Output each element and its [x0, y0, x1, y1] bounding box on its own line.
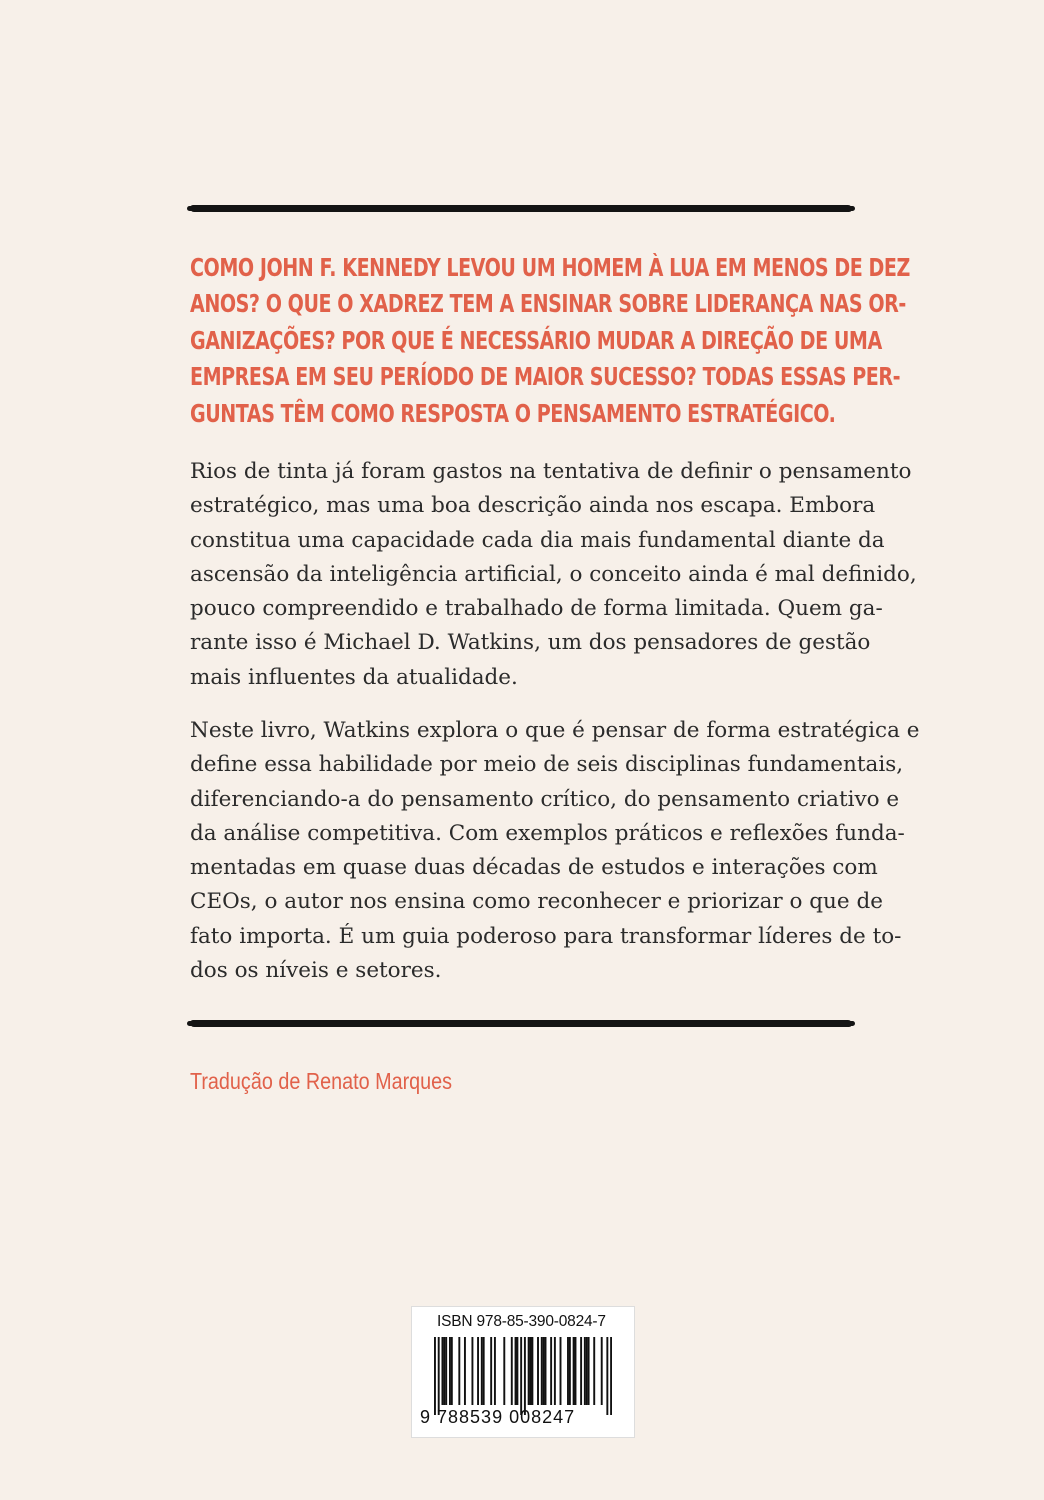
paragraph-line: rante isso é Michael D. Watkins, um dos pensadores de gestão: [190, 630, 871, 656]
barcode-bar: [537, 1337, 539, 1405]
headline-line: COMO JOHN F. KENNEDY LEVOU UM HOMEM À LUA EM MENOS DE DEZ: [190, 253, 910, 282]
isbn-label: ISBN 978-85-390-0824-7: [437, 1313, 606, 1330]
top-divider-rule: [190, 205, 852, 212]
isbn-digits: 9 788539 008247: [420, 1407, 576, 1427]
barcode-bar: [445, 1337, 447, 1405]
headline-line: EMPRESA EM SEU PERÍODO DE MAIOR SUCESSO? TODAS ESSAS PER-: [190, 362, 901, 392]
barcode-bar: [464, 1337, 466, 1405]
barcode-bar: [520, 1337, 522, 1415]
barcode-bar: [516, 1337, 518, 1405]
paragraph-line: constitua uma capacidade cada dia mais fundamental diante da: [190, 527, 885, 553]
barcode-bar: [601, 1337, 603, 1405]
barcode-bar: [494, 1337, 496, 1405]
barcode-bar: [567, 1337, 569, 1405]
barcode-bar: [503, 1337, 505, 1405]
paragraph-line: mentadas em quase duas décadas de estudos e interações com: [190, 855, 878, 881]
barcode-bar: [511, 1337, 513, 1405]
paragraph-line: define essa habilidade por meio de seis disciplinas fundamentais,: [190, 752, 904, 778]
headline-line: GANIZAÇÕES? POR QUE É NECESSÁRIO MUDAR A DIREÇÃO DE UMA: [190, 325, 882, 355]
barcode-bar: [483, 1337, 485, 1405]
body-paragraph-1: [190, 455, 917, 695]
paragraph-line: estratégico, mas uma boa descrição ainda nos escapa. Embora: [190, 493, 876, 519]
isbn-barcode: [411, 1306, 635, 1438]
paragraph-line: dos os níveis e setores.: [190, 958, 442, 984]
barcode-bar: [471, 1337, 473, 1405]
barcode-bar: [490, 1337, 492, 1405]
barcode-bar: [593, 1337, 595, 1405]
barcode-bar: [438, 1337, 440, 1415]
barcode-bar: [481, 1337, 483, 1405]
barcode-bar: [560, 1337, 562, 1405]
barcode-bar: [528, 1337, 530, 1405]
headline-questions: [190, 250, 910, 432]
barcode-bars-icon: [434, 1337, 612, 1415]
body-paragraph-2: [190, 714, 920, 988]
barcode-bar: [554, 1337, 556, 1405]
paragraph-line: Rios de tinta já foram gastos na tentativa de definir o pensamento: [190, 459, 912, 484]
barcode-bar: [588, 1337, 590, 1405]
paragraph-line: mais influentes da atualidade.: [190, 664, 518, 690]
barcode-bar: [477, 1337, 479, 1405]
barcode-bar: [606, 1337, 608, 1415]
barcode-bar: [610, 1337, 612, 1415]
barcode-bar: [458, 1337, 460, 1405]
barcode-bar: [451, 1337, 453, 1405]
headline-line: GUNTAS TÊM COMO RESPOSTA O PENSAMENTO ESTRATÉGICO.: [190, 398, 836, 428]
barcode-bar: [434, 1337, 436, 1415]
barcode-bar: [586, 1337, 588, 1405]
paragraph-line: pouco compreendido e trabalhado de forma limitada. Quem ga-: [190, 596, 883, 622]
barcode-bar: [541, 1337, 543, 1405]
barcode-bar: [443, 1337, 445, 1405]
paragraph-line: CEOs, o autor nos ensina como reconhecer e priorizar o que de: [190, 889, 883, 915]
paragraph-line: diferenciando-a do pensamento crítico, do pensamento criativo e: [190, 786, 900, 812]
paragraph-line: ascensão da inteligência artificial, o conceito ainda é mal definido,: [190, 561, 917, 587]
barcode-bar: [580, 1337, 582, 1405]
barcode-bar: [449, 1337, 451, 1405]
bottom-divider-rule: [190, 1020, 852, 1027]
barcode-bar: [515, 1337, 517, 1405]
paragraph-line: fato importa. É um guia poderoso para transformar líderes de to-: [190, 923, 902, 949]
barcode-bar: [573, 1337, 575, 1405]
barcode-bar: [584, 1337, 586, 1405]
barcode-bar: [569, 1337, 571, 1405]
barcode-bar: [524, 1337, 526, 1415]
paragraph-line: Neste livro, Watkins explora o que é pensar de forma estratégica e: [190, 718, 920, 743]
translator-credit: Tradução de Renato Marques: [190, 1068, 453, 1094]
barcode-bar: [530, 1337, 532, 1405]
paragraph-line: da análise competitiva. Com exemplos práticos e reflexões funda-: [190, 820, 905, 846]
barcode-bar: [531, 1337, 533, 1405]
barcode-bar: [575, 1337, 577, 1405]
barcode-bar: [545, 1337, 547, 1405]
headline-line: ANOS? O QUE O XADREZ TEM A ENSINAR SOBRE LIDERANÇA NAS OR-: [190, 289, 906, 319]
barcode-bar: [441, 1337, 443, 1405]
barcode-bar: [543, 1337, 545, 1405]
barcode-bar: [550, 1337, 552, 1405]
